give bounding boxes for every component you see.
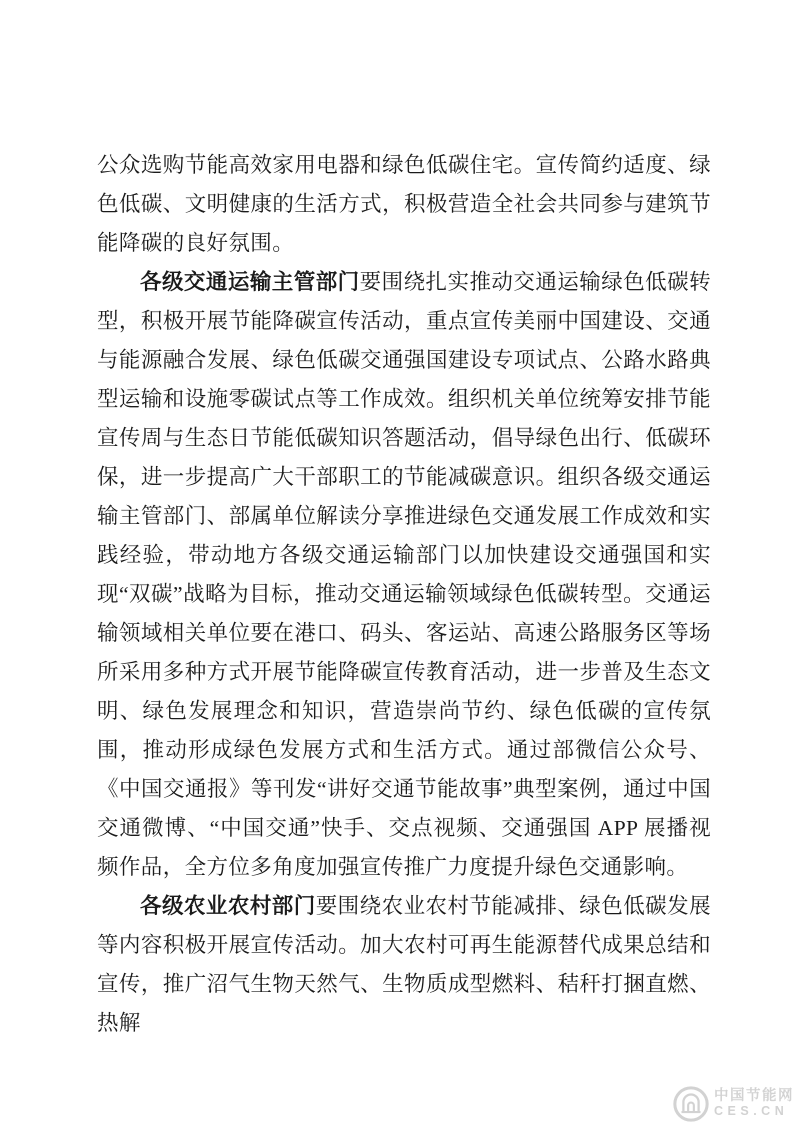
paragraph-building-energy [97,146,711,263]
paragraph-lead-agriculture-departments: 各级农业农村部门 [140,894,316,918]
document-body [97,146,711,1043]
watermark-site-name: 中国节能网 [714,1088,794,1105]
paragraph-text: 要围绕扎实推动交通运输绿色低碳转型，积极开展节能降碳宣传活动，重点宣传美丽中国建设、交通与能源融合发展、绿色低碳交通强国建设专项试点、公路水路典型运输和设施零碳试点等工作成效。组织机关单位统筹安排节能宣传周与生态日节能低碳知识答题活动，倡导绿色出行、低碳环保，进一步提高广大干部职工的节能减碳意识。组织各级交通运输主管部门、部属单位解读分享推进绿色交通发展工作成效和实践经验，带动地方各级交通运输部门以加快建设交通强国和实现“双碳”战略为目标，推动交通运输领域绿色低碳转型。交通运输领域相关单位要在港口、码头、客运站、高速公路服务区等场所采用多种方式开展节能降碳宣传教育活动，进一步普及生态文明、绿色发展理念和知识，营造崇尚节约、绿色低碳的宣传氛围，推动形成绿色发展方式和生活方式。通过部微信公众号、《中国交通报》等刊发“讲好交通节能故事”典型案例，通过中国交通微博、“中国交通”快手、交点视频、交通强国 APP 展播视频作品，全方位多角度加强宣传推广力度提升绿色交通影响。 [97,270,711,879]
paragraph-text: 要围绕农业农村节能减排、绿色低碳发展等内容积极开展宣传活动。加大农村可再生能源替代成果总结和宣传，推广沼气生物天然气、生物质成型燃料、秸秆打捆直燃、热解 [97,894,712,1035]
paragraph-transport [97,263,711,887]
paragraph-text: 公众选购节能高效家用电器和绿色低碳住宅。宣传简约适度、绿色低碳、文明健康的生活方式，积极营造全社会共同参与建筑节能降碳的良好氛围。 [97,153,711,255]
site-watermark [672,1085,794,1123]
watermark-text [714,1089,794,1119]
watermark-site-domain: CES.CN [714,1104,789,1119]
paragraph-agriculture [97,887,711,1043]
cescn-gate-logo-icon [672,1085,710,1123]
paragraph-lead-transport-departments: 各级交通运输主管部门 [140,270,360,294]
